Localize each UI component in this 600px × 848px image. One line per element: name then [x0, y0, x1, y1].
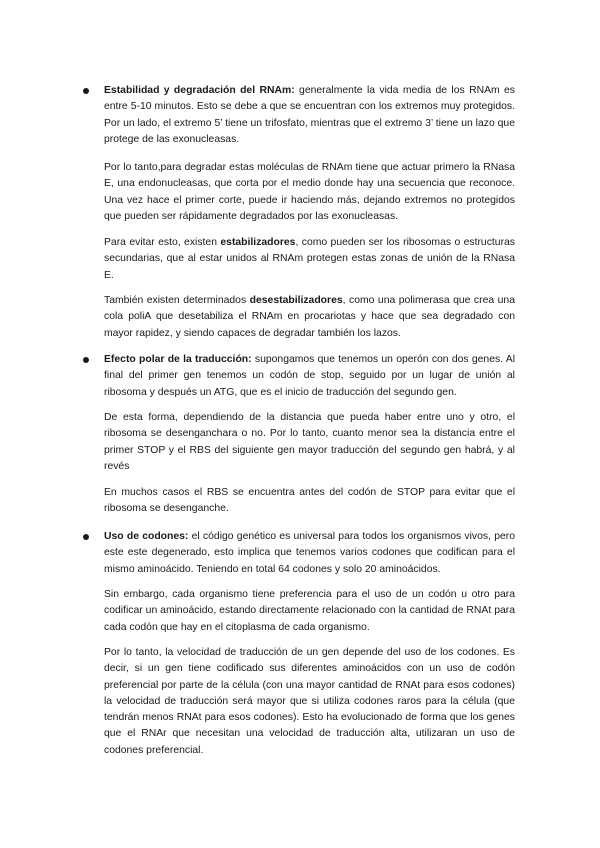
- paragraph-text: el código genético es universal para todos los organismos vivos, pero este este degenerado, esto implica que tenemos varios codones que codifican para el mismo aminoácido. Teniendo en total 64 codones y solo 20 aminoácidos.: [104, 531, 516, 575]
- paragraph-text: Para evitar esto, existen: [104, 237, 221, 248]
- paragraph-text: , como una polimerasa que crea una cola poliA que desetabiliza el RNAm en procariotas y hace que sea degradado con mayor rapidez, y siendo capaces de degradar también los lazos.: [104, 295, 515, 339]
- paragraph-text: , como pueden ser los ribosomas o estructuras secundarias, que al estar unidos al RNAm protegen estas zonas de unión de la RNasa E.: [104, 237, 516, 281]
- bold-term: desestabilizadores: [249, 295, 343, 306]
- paragraph: Por lo tanto,para degradar estas moléculas de RNAm tiene que actuar primero la RNasa E, una endonucleasas, que corta por el medio donde hay una secuencia que reconoce. Una vez hace el primer corte, puede ir haciendo más, dejando extremos no protegidos que pueden ser rápidamente degradados por las exonucleasas.: [104, 162, 515, 222]
- paragraph: [104, 293, 515, 342]
- paragraph: De esta forma, dependiendo de la distancia que pueda haber entre uno y otro, el ribosoma se desenganchara o no. Por lo tanto, cuanto menor sea la distancia entre el primer STOP y el RBS del siguiente gen mayor traducción del segundo gen habrá, y al revés: [104, 412, 515, 472]
- bullet-icon: [83, 534, 89, 540]
- section-intro-paragraph: [104, 83, 515, 148]
- section-title: Estabilidad y degradación del RNAm:: [104, 85, 295, 96]
- paragraph: Por lo tanto, la velocidad de traducción de un gen depende del uso de los codones. Es decir, si un gen tiene codificado sus diferentes aminoácidos con un uso de codón preferencial por parte de la célula (con una mayor cantidad de RNAt para esos codones) la velocidad de traducción será mayor que si utiliza codones raros para la célula (que tendrán menos RNAt para esos codones). Esto ha evolucionado de forma que los genes que el RNAr que necesitan una velocidad de traducción alta, utilizaran un uso de codones preferencial.: [104, 647, 515, 756]
- paragraph-text: También existen determinados: [104, 295, 250, 306]
- section-intro-paragraph: [104, 352, 515, 401]
- paragraph: [104, 235, 515, 284]
- paragraph-text: supongamos que tenemos un operón con dos genes. Al final del primer gen tenemos un codón de stop, seguido por un lugar de unión al ribosoma y después un ATG, que es el inicio de traducción del segundo gen.: [104, 354, 515, 398]
- bullet-icon: [83, 357, 89, 363]
- bold-term: estabilizadores: [220, 237, 296, 248]
- paragraph: Sin embargo, cada organismo tiene preferencia para el uso de un codón u otro para codificar un aminoácido, estando directamente relacionado con la cantidad de RNAt para cada codón que hay en el citoplasma de cada organismo.: [104, 589, 515, 633]
- section-intro-paragraph: [104, 529, 515, 578]
- section-title: Efecto polar de la traducción:: [104, 354, 252, 365]
- paragraph-text: generalmente la vida media de los RNAm es entre 5-10 minutos. Esto se debe a que se encuentran con los extremos muy protegidos. Por un lado, el extremo 5’ tiene un trifosfato, mientras que el extremo 3’ tiene un lazo que protege de las exonucleasas.: [104, 85, 515, 145]
- bullet-icon: [83, 88, 89, 94]
- section-title: Uso de codones:: [104, 531, 189, 542]
- paragraph: En muchos casos el RBS se encuentra antes del codón de STOP para evitar que el ribosoma se desenganche.: [104, 487, 515, 515]
